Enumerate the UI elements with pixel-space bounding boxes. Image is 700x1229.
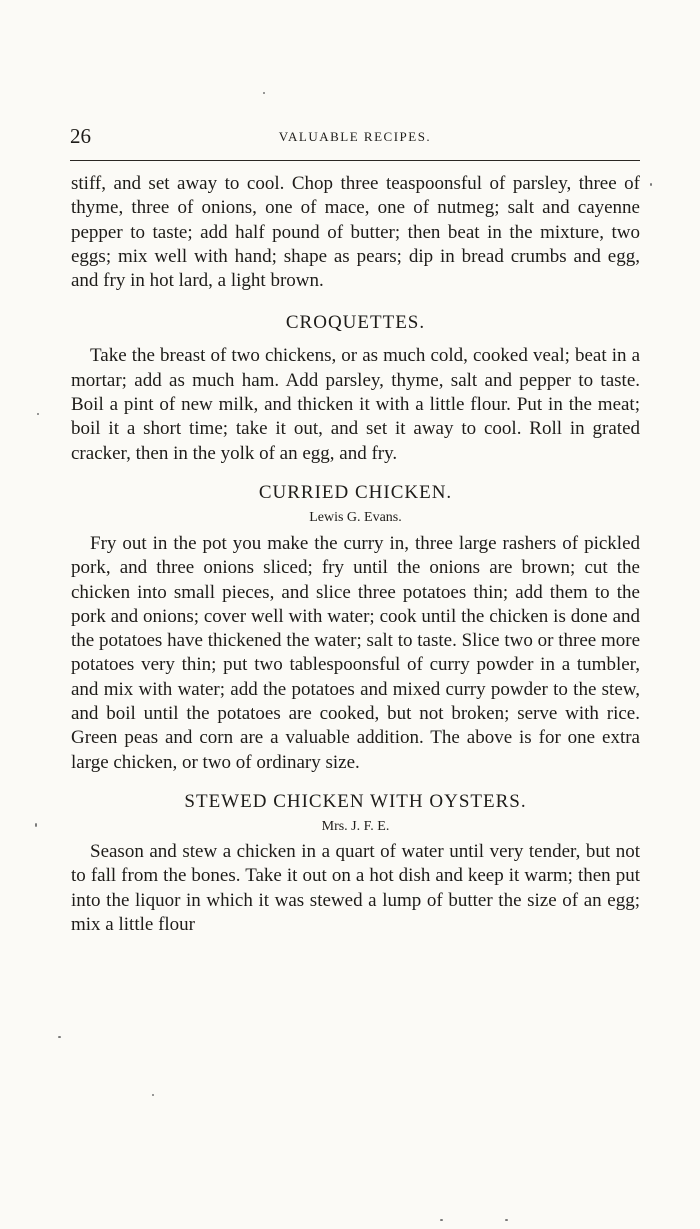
page-number: 26 (70, 124, 91, 148)
curried-chicken-byline: Lewis G. Evans. (309, 509, 402, 525)
scan-speck (152, 1094, 154, 1096)
scan-speck (263, 92, 265, 94)
intro-paragraph: stiff, and set away to cool. Chop three teaspoonsful of parsley, three of thyme, three of onions, one of mace, one of nutmeg; salt and cayenne pepper to taste; add half pound of butter; then beat in the mixture, two eggs; mix well with hand; shape as pears; dip in bread crumbs and egg, and fry in hot lard, a light brown. (71, 173, 640, 292)
scan-speck (35, 823, 37, 827)
curried-chicken-paragraph: Fry out in the pot you make the curry in, three large rashers of pickled pork, and three onions sliced; fry until the onions are brown; cut the chicken into small pieces, and slice three potatoes thin; add them to the pork and onions; cover well with water; cook until the chicken is done and the potatoes have thickened the water; salt to taste. Slice two or three more potatoes very thin; put two tablespoonsful of curry powder in a tumbler, and mix with water; add the potatoes and mixed curry powder to the stew, and boil until the potatoes are cooked, but not broken; serve with rice. Green peas and corn are a valuable addition. The above is for one extra large chicken, or two of ordinary size. (71, 532, 640, 773)
scan-speck (58, 1036, 61, 1038)
croquettes-heading: CROQUETTES. (285, 312, 426, 334)
running-head: VALUABLE RECIPES. (278, 129, 432, 144)
scan-speck (440, 1219, 443, 1221)
scan-speck (505, 1219, 508, 1221)
scan-speck (650, 183, 652, 186)
stewed-chicken-heading: STEWED CHICKEN WITH OYSTERS. (184, 790, 527, 812)
page-body (71, 172, 640, 937)
page-header (70, 124, 640, 148)
header-rule (70, 160, 640, 161)
stewed-chicken-byline: Mrs. J. F. E. (321, 818, 390, 834)
croquettes-paragraph: Take the breast of two chickens, or as much cold, cooked veal; beat in a mortar; add as much ham. Add parsley, thyme, salt and pepper to taste. Boil a pint of new milk, and thicken it with a little flour. Put in the meat; boil it a short time; take it out, and set it away to cool. Roll in grated cracker, then in the yolk of an egg, and fry. (71, 345, 640, 464)
curried-chicken-heading: CURRIED CHICKEN. (258, 481, 453, 503)
stewed-chicken-paragraph: Season and stew a chicken in a quart of water until very tender, but not to fall from the bones. Take it out on a hot dish and keep it warm; then put into the liquor in which it was stewed a lump of butter the size of an egg; mix a little flour (71, 840, 640, 935)
scan-speck (37, 413, 39, 415)
